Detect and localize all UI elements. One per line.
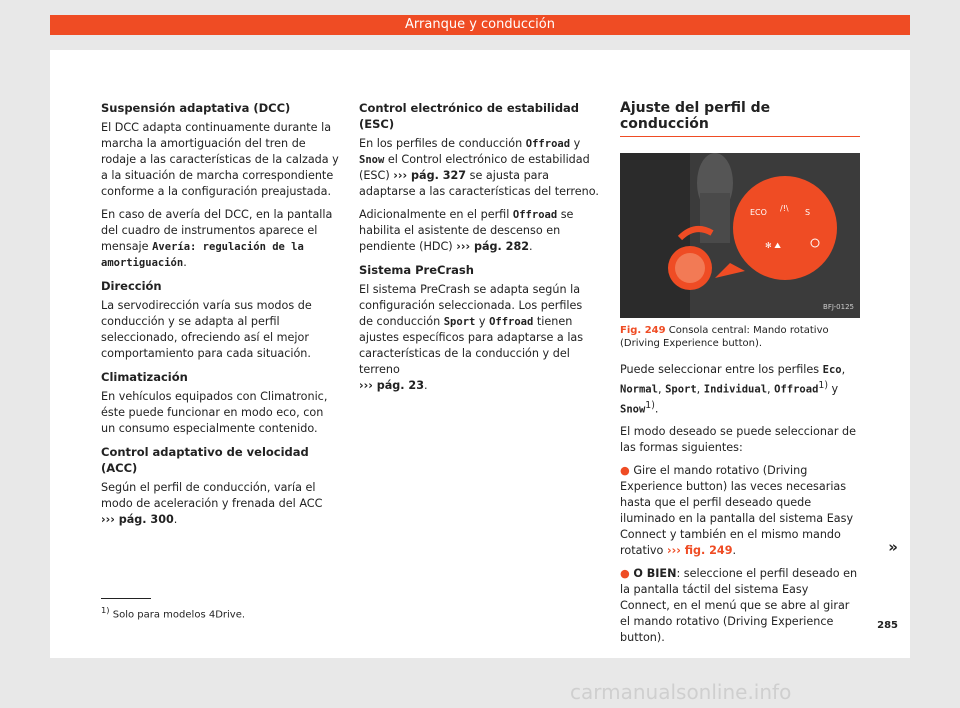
paragraph: Adicionalmente en el perfil Offroad se habilita el asistente de descenso en pendiente (HDC) ››› pág. 282. xyxy=(359,208,574,253)
footnote: $^{1)}$ Solo para modelos 4Drive. xyxy=(101,605,246,621)
figure-code: BFJ-0125 xyxy=(823,303,854,311)
svg-text:✻ ⛰: ✻ ⛰ xyxy=(765,241,781,250)
figure-console-dial xyxy=(620,153,860,318)
svg-text:S: S xyxy=(805,208,811,217)
column-3 xyxy=(620,100,860,653)
paragraph: El DCC adapta continuamente durante la marcha la amortiguación del tren de rodaje a las características de la calzada y a la situación de marcha correspondiente conforme a la configuración preajustada. xyxy=(101,121,339,198)
page-ref-link[interactable]: ››› pág. 282 xyxy=(456,240,530,253)
chapter-title: Arranque y conducción xyxy=(405,17,555,32)
svg-text:/!\: /!\ xyxy=(780,204,789,213)
paragraph: El modo deseado se puede seleccionar de las formas siguientes: xyxy=(620,425,856,455)
console-illustration xyxy=(620,153,860,318)
page-number: 285 xyxy=(877,620,898,631)
bullet-item: ● Gire el mando rotativo (Driving Experience button) las veces necesarias hasta que el perfil deseado quede iluminado en la pantalla del sistema Easy Connect y también en el mismo mando rotativo ››› fig. 249. xyxy=(620,464,854,558)
heading-acc: Control adaptativo de velocidad (ACC) xyxy=(101,445,309,475)
page-ref-link[interactable]: ››› pág. 327 xyxy=(393,169,467,182)
paragraph: Según el perfil de conducción, varía el modo de aceleración y frenada del ACC ››› pág. 300. xyxy=(101,481,323,526)
section-title: Ajuste del perfil de conducción xyxy=(620,100,860,137)
paragraph: El sistema PreCrash se adapta según la configuración seleccionada. Los perfiles de conducción Sport y Offroad tienen ajustes específicos para adaptarse a las características de la conducción y del terreno ››› pág. 23. xyxy=(359,283,584,392)
page xyxy=(50,50,910,658)
heading-precrash: Sistema PreCrash xyxy=(359,263,474,277)
page-ref-link[interactable]: ››› pág. 300 xyxy=(101,513,174,526)
column-1 xyxy=(101,100,341,535)
watermark: carmanualsonline.info xyxy=(570,680,792,704)
footnote-divider xyxy=(101,598,151,599)
paragraph: En vehículos equipados con Climatronic, éste puede funcionar en modo eco, con un consumo especialmente contenido. xyxy=(101,390,328,435)
page-header xyxy=(50,15,910,35)
svg-text:ECO: ECO xyxy=(750,208,767,217)
figure-caption: Fig. 249 Consola central: Mando rotativo (Driving Experience button). xyxy=(620,325,829,349)
heading-climatizacion: Climatización xyxy=(101,370,188,384)
heading-dcc: Suspensión adaptativa (DCC) xyxy=(101,101,291,115)
figure-ref-link[interactable]: ››› fig. 249 xyxy=(666,544,733,558)
paragraph: En caso de avería del DCC, en la pantalla del cuadro de instrumentos aparece el mensaje Avería: regulación de la amortiguación. xyxy=(101,208,333,269)
bullet-item: ● O BIEN: seleccione el perfil deseado en la pantalla táctil del sistema Easy Connect, en el menú que se abre al girar el mando rotativo (Driving Experience button). xyxy=(620,567,858,645)
heading-esc: Control electrónico de estabilidad (ESC) xyxy=(359,101,580,131)
paragraph: La servodirección varía sus modos de conducción y se adapta al perfil seleccionado, ofreciendo así el mejor comportamiento para cada situación. xyxy=(101,299,312,360)
paragraph: En los perfiles de conducción Offroad y Snow el Control electrónico de estabilidad (ESC) ››› pág. 327 se ajusta para adaptarse a las características del terreno. xyxy=(359,137,599,198)
continue-marker: » xyxy=(888,538,898,556)
page-ref-link[interactable]: ››› pág. 23 xyxy=(359,379,425,392)
column-2 xyxy=(359,100,599,401)
heading-direccion: Dirección xyxy=(101,279,162,293)
paragraph: Puede seleccionar entre los perfiles Eco, Normal, Sport, Individual, Offroad$^{1)}$ y Snow$^{1)}$. xyxy=(620,363,846,416)
